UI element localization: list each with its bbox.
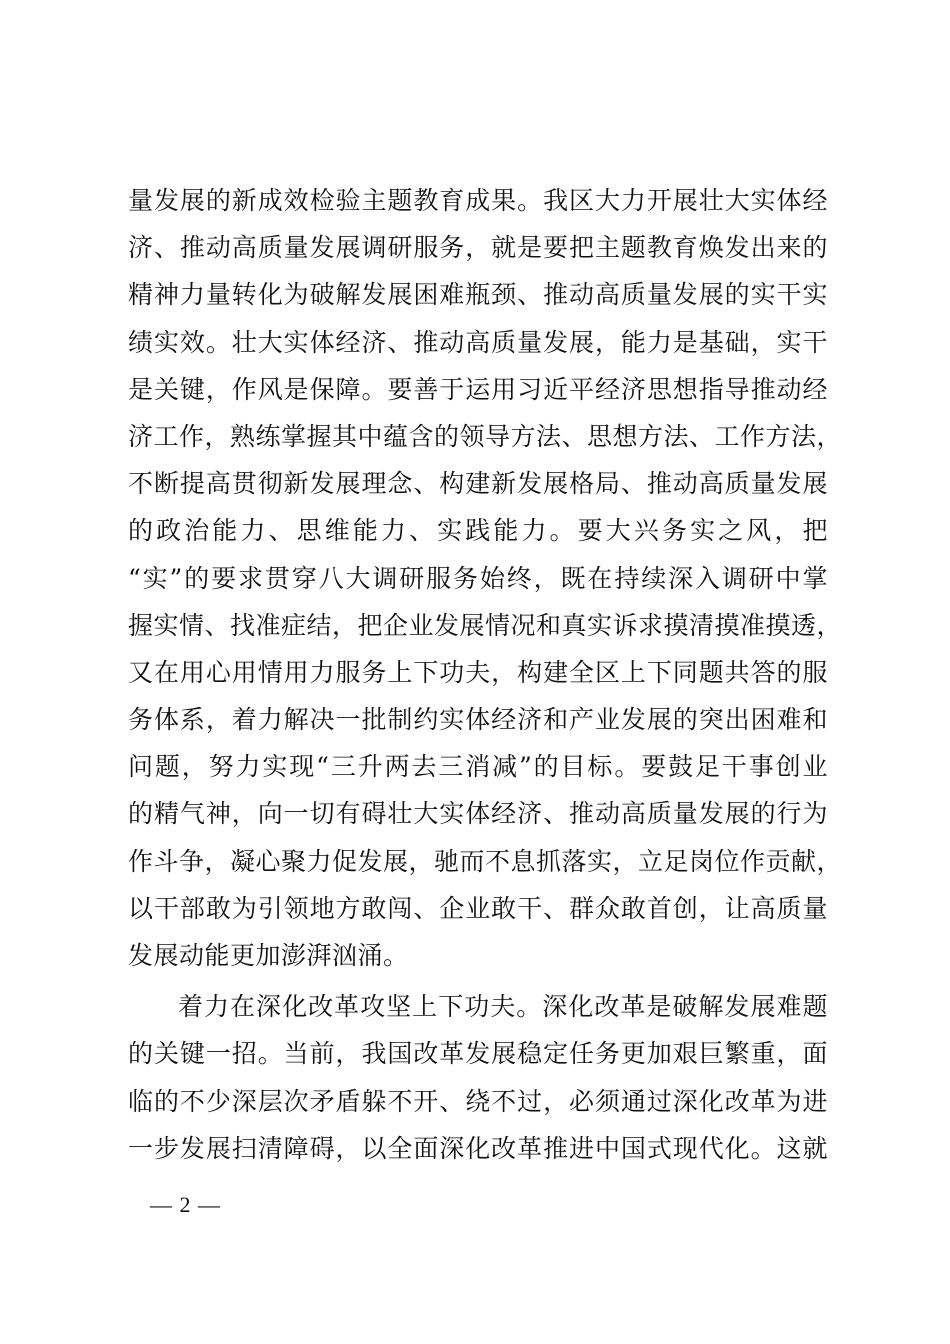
text-line: 以干部敢为引领地方敢闯、企业敢干、群众敢首创，让高质量: [128, 893, 828, 923]
text-line: 的政治能力、思维能力、实践能力。要大兴务实之风，把: [128, 516, 828, 546]
text-line: 精神力量转化为破解发展困难瓶颈、推动高质量发展的实干实: [128, 280, 828, 310]
text-line: 是关键，作风是保障。要善于运用习近平经济思想指导推动经: [128, 374, 828, 404]
text-line: 握实情、找准症结，把企业发展情况和真实诉求摸清摸准摸透，: [128, 610, 843, 640]
text-line: 作斗争，凝心聚力促发展，驰而不息抓落实，立足岗位作贡献，: [128, 846, 843, 876]
body-text: [128, 177, 843, 1172]
paragraph-1: [128, 177, 843, 979]
text-line: 量发展的新成效检验主题教育成果。我区大力开展壮大实体经: [128, 186, 828, 215]
text-line: “实”的要求贯穿八大调研服务始终，既在持续深入调研中掌: [128, 563, 828, 593]
text-line: 的精气神，向一切有碍壮大实体经济、推动高质量发展的行为: [128, 799, 828, 829]
text-line: 临的不少深层次矛盾躲不开、绕不过，必须通过深化改革为进: [128, 1086, 828, 1116]
text-line: 的关键一招。当前，我国改革发展稳定任务更加艰巨繁重，面: [128, 1039, 828, 1069]
text-line: 发展动能更加澎湃汹涌。: [128, 941, 409, 970]
text-line: 一步发展扫清障碍，以全面深化改革推进中国式现代化。这就: [128, 1133, 828, 1163]
paragraph-2: [128, 983, 828, 1172]
text-line: 济、推动高质量发展调研服务，就是要把主题教育焕发出来的: [128, 233, 828, 263]
text-line: 问题，努力实现“三升两去三消减”的目标。要鼓足干事创业: [128, 752, 828, 782]
text-line: 济工作，熟练掌握其中蕴含的领导方法、思想方法、工作方法，: [128, 421, 843, 451]
text-line: 绩实效。壮大实体经济、推动高质量发展，能力是基础，实干: [128, 327, 828, 357]
text-line: 又在用心用情用力服务上下功夫，构建全区上下同题共答的服: [128, 657, 828, 687]
text-line: 着力在深化改革攻坚上下功夫。深化改革是破解发展难题: [178, 992, 828, 1022]
text-line: 务体系，着力解决一批制约实体经济和产业发展的突出困难和: [128, 705, 828, 735]
page-number: — 2 —: [150, 1192, 221, 1217]
text-line: 不断提高贯彻新发展理念、构建新发展格局、推动高质量发展: [128, 469, 828, 499]
